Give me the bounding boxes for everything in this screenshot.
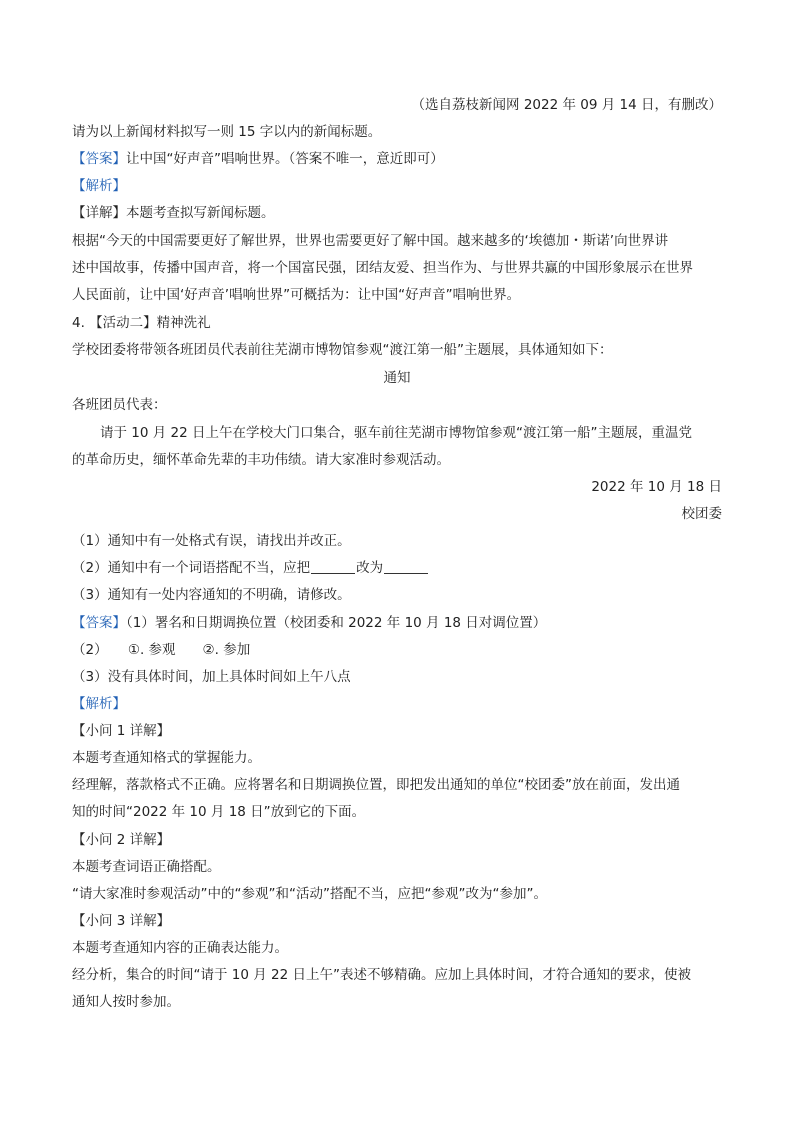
q4-answer-3: （3）没有具体时间，加上具体时间如上午八点 xyxy=(72,669,351,685)
notice-salutation: 各班团员代表： xyxy=(72,397,167,413)
q3-detail-p2: 述中国故事，传播中国声音，将一个国富民强，团结友爱、担当作为、与世界共赢的中国形象展示在世界 xyxy=(72,260,693,276)
sub3-detail-intro: 本题考查通知内容的正确表达能力。 xyxy=(72,940,288,956)
q4-intro: 学校团委将带领各班团员代表前往芜湖市博物馆参观“渡江第一船”主题展，具体通知如下： xyxy=(72,342,613,358)
sub2-text-b: 改为 xyxy=(356,560,384,576)
sub-question-3: （3）通知有一处内容通知的不明确，请修改。 xyxy=(72,587,351,603)
fill-blank-2[interactable] xyxy=(384,559,428,574)
sub-question-1: （1）通知中有一处格式有误，请找出并改正。 xyxy=(72,533,351,549)
source-citation: （选自荔枝新闻网 2022 年 09 月 14 日，有删改） xyxy=(411,97,722,113)
q4-analysis-tag: 【解析】 xyxy=(72,696,126,712)
q4-answer-line-1 xyxy=(72,611,722,635)
q3-detail-p1: 根据“今天的中国需要更好了解世界，世界也需要更好了解中国。越来越多的‘埃德加・斯诺’向世界讲 xyxy=(72,233,669,249)
sub1-detail-p1: 经理解，落款格式不正确。应将署名和日期调换位置，即把发出通知的单位“校团委”放在前面，发出通 xyxy=(72,777,680,793)
q3-detail-line xyxy=(72,201,722,225)
q3-answer-line xyxy=(72,147,722,171)
notice-body-1: 请于 10 月 22 日上午在学校大门口集合，驱车前往芜湖市博物馆参观“渡江第一船”主题展，重温党 xyxy=(100,425,693,441)
sub2-detail-p1: “请大家准时参观活动”中的“参观”和“活动”搭配不当，应把“参观”改为“参加”。 xyxy=(72,886,547,902)
answer-tag: 【答案】 xyxy=(72,615,126,631)
q4-answer-2: （2） ①. 参观 ②. 参加 xyxy=(72,642,251,658)
q4-answer-1: （1）署名和日期调换位置（校团委和 2022 年 10 月 18 日对调位置） xyxy=(126,615,547,631)
detail-tag: 【详解】 xyxy=(72,205,126,221)
sub2-detail-tag: 【小问 2 详解】 xyxy=(72,832,171,848)
q3-answer: 让中国“好声音”唱响世界。（答案不唯一，意近即可） xyxy=(126,151,444,167)
notice-signer: 校团委 xyxy=(681,506,722,522)
notice-title: 通知 xyxy=(383,370,411,386)
sub-question-2 xyxy=(72,556,722,580)
sub3-detail-p1: 经分析，集合的时间“请于 10 月 22 日上午”表述不够精确。应加上具体时间，才符合通知的要求，使被 xyxy=(72,967,692,983)
sub1-detail-p2: 知的时间“2022 年 10 月 18 日”放到它的下面。 xyxy=(72,804,366,820)
answer-tag: 【答案】 xyxy=(72,151,126,167)
sub1-detail-tag: 【小问 1 详解】 xyxy=(72,723,171,739)
q3-detail-intro: 本题考查拟写新闻标题。 xyxy=(126,205,275,221)
sub3-detail-p2: 通知人按时参加。 xyxy=(72,994,180,1010)
q3-question: 请为以上新闻材料拟写一则 15 字以内的新闻标题。 xyxy=(72,124,382,140)
sub3-detail-tag: 【小问 3 详解】 xyxy=(72,913,171,929)
fill-blank-1[interactable] xyxy=(311,559,355,574)
sub2-detail-intro: 本题考查词语正确搭配。 xyxy=(72,859,221,875)
q3-detail-p3: 人民面前，让中国‘好声音’唱响世界”可概括为：让中国“好声音”唱响世界。 xyxy=(72,287,521,303)
notice-date: 2022 年 10 月 18 日 xyxy=(591,479,722,495)
q3-analysis-tag: 【解析】 xyxy=(72,178,126,194)
sub2-text-a: （2）通知中有一个词语搭配不当，应把 xyxy=(72,560,311,576)
sub1-detail-intro: 本题考查通知格式的掌握能力。 xyxy=(72,750,261,766)
q4-heading: 4. 【活动二】精神洗礼 xyxy=(72,315,211,331)
notice-body-2: 的革命历史，缅怀革命先辈的丰功伟绩。请大家准时参观活动。 xyxy=(72,452,450,468)
